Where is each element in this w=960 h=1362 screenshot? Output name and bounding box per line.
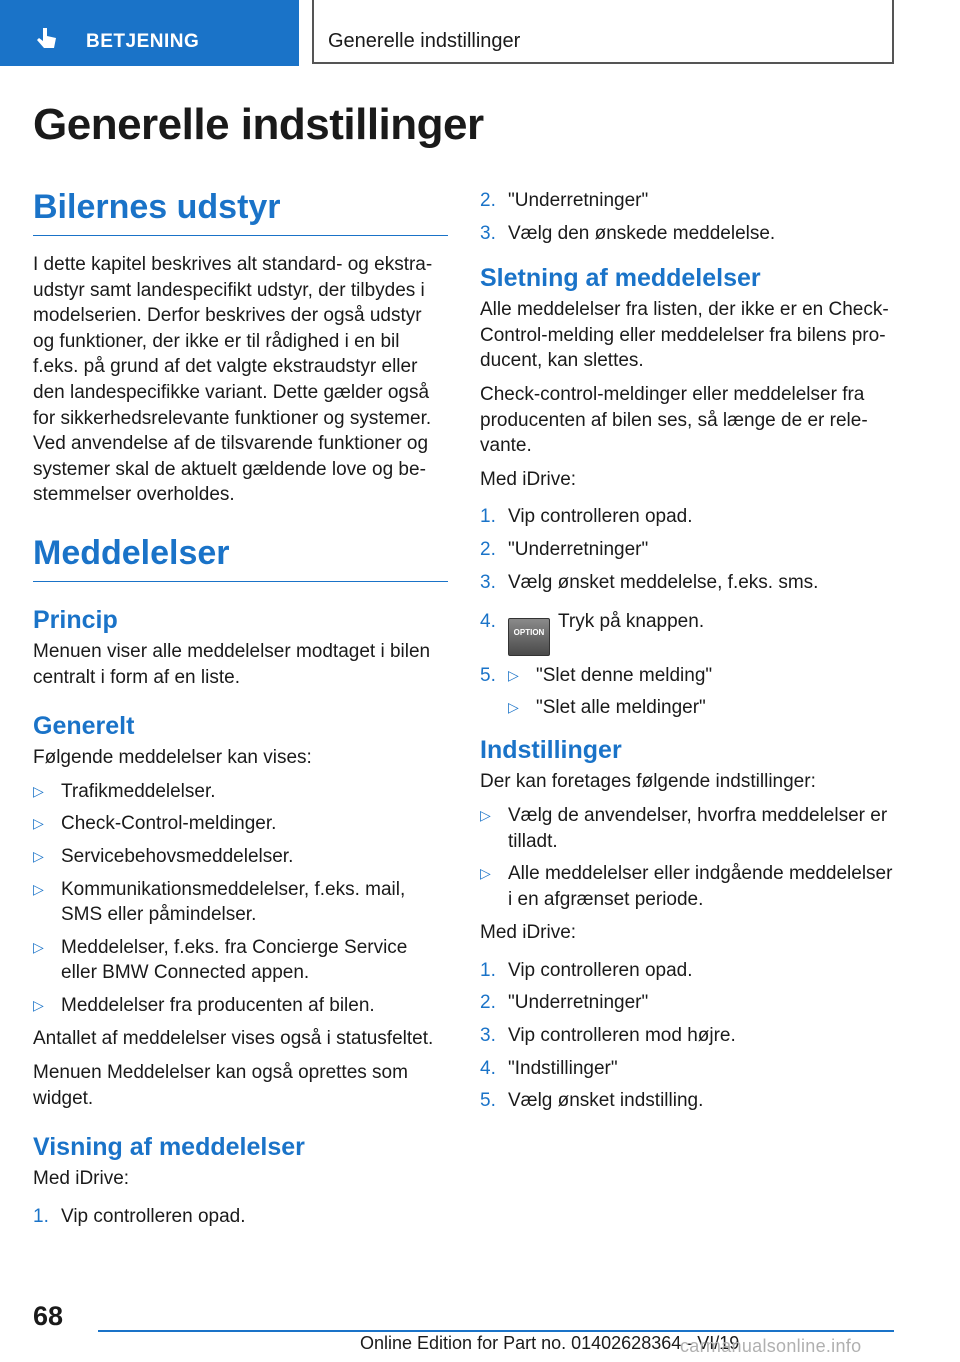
indstillinger-list [480, 803, 898, 912]
heading-sletning: Sletning af meddelelser [480, 264, 761, 293]
list-item: 3. Vælg den ønskede meddelelse. [480, 222, 776, 244]
triangle-bullet-icon: ▷ [33, 996, 44, 1013]
right-column [480, 188, 898, 1122]
list-item: 4. OPTIONTryk på knappen. [480, 609, 898, 656]
triangle-bullet-icon: ▷ [33, 938, 44, 955]
princip-paragraph: Menuen viser alle meddelelser modtaget i bilen centralt i form af en liste. [33, 640, 431, 688]
list-item: 3. Vælg ønsket meddelelse, f.eks. sms. [480, 571, 819, 593]
list-item: 1. Vip controlleren opad. [480, 959, 693, 981]
generelt-list [33, 779, 448, 1019]
chapter-label: Generelle indstillinger [328, 30, 521, 52]
section-label: BETJENING [86, 31, 200, 52]
triangle-bullet-icon: ▷ [480, 806, 491, 823]
indstillinger-intro: Der kan foretages følgende indstillinger: [480, 771, 816, 793]
triangle-bullet-icon: ▷ [508, 667, 519, 684]
footer-edition: Online Edition for Part no. 01402628364 - VI/19 [360, 1333, 740, 1353]
list-item: 2. "Underretninger" [480, 992, 649, 1014]
list-item: 1. Vip controlleren opad. [33, 1205, 246, 1227]
list-item: ▷ "Slet denne melding" [508, 663, 898, 689]
left-column [33, 188, 448, 1237]
hand-pointer-icon [34, 26, 60, 52]
widget-paragraph: Menuen Meddelelser kan også oprettes som widget. [33, 1062, 408, 1109]
antal-paragraph: Antallet af meddelelser vises også i statusfeltet. [33, 1028, 434, 1050]
list-item: 5. ▷ "Slet denne melding" ▷ "Slet alle meldinger" [480, 663, 898, 720]
page-header [0, 0, 960, 66]
list-item: 1. Vip controlleren opad. [480, 506, 693, 528]
list-item: ▷ Kommunikationsmeddelelser, f.eks. mail, SMS eller påmindelser. [33, 878, 406, 926]
list-item: ▷ Alle meddelelser eller indgående meddelelser i en afgrænset periode. [480, 863, 893, 910]
heading-indstillinger: Indstillinger [480, 736, 622, 765]
list-item: ▷ "Slet alle meldinger" [508, 695, 898, 721]
sletning-steps [480, 504, 898, 720]
heading-visning: Visning af meddelelser [33, 1133, 305, 1162]
section-tab [0, 0, 299, 66]
triangle-bullet-icon: ▷ [508, 698, 519, 715]
option-button-icon: OPTION [508, 618, 550, 656]
heading-bilernes-udstyr: Bilernes udstyr [33, 188, 448, 236]
list-item: 5. Vælg ønsket indstilling. [480, 1090, 704, 1112]
list-item: ▷ Trafikmeddelelser. [33, 779, 448, 805]
sletning-intro: Med iDrive: [480, 468, 577, 490]
visning-intro: Med iDrive: [33, 1168, 130, 1190]
list-item: ▷ Check-Control-meldinger. [33, 811, 448, 837]
triangle-bullet-icon: ▷ [33, 880, 44, 897]
list-item: 3. Vip controlleren mod højre. [480, 1025, 736, 1047]
triangle-bullet-icon: ▷ [33, 782, 44, 799]
list-item: 4. "Indstillinger" [480, 1057, 618, 1079]
indstillinger-steps [480, 958, 898, 1114]
heading-princip: Princip [33, 605, 118, 634]
list-item: ▷ Vælg de anvendelser, hvorfra meddelelser er tilladt. [480, 804, 888, 852]
indstillinger-idrive: Med iDrive: [480, 922, 577, 944]
list-item: 2. "Underretninger" [480, 190, 649, 211]
page-number: 68 [33, 1301, 64, 1331]
udstyr-paragraph: I dette kapitel beskrives alt standard- og ekstraudstyr samt landespecifikt udstyr, der tilbydes i modelserien. Derfor beskrives der også udstyr og funktioner, der ikke er til rådighed i en bil f.eks. på grund af det valgte ekstraudstyr eller den landespecifikke variant. Dette gælder også for sikkerhedsrelevante funktioner og systemer. Ved anvendelse af de tilsvarende funktioner og systemer skal de aktuelt gældende love og bestemmelser overholdes. [33, 254, 433, 506]
list-item: ▷ Meddelelser, f.eks. fra Concierge Service eller BMW Connected appen. [33, 936, 408, 984]
sletning-paragraph-2: Check-control-meldinger eller meddelelser fra producenten af bilen ses, så længe de er relevante. [480, 383, 868, 457]
list-item: ▷ Meddelelser fra producenten af bilen. [33, 993, 448, 1019]
triangle-bullet-icon: ▷ [33, 847, 44, 864]
visning-steps-continued [480, 188, 898, 246]
heading-generelt: Generelt [33, 712, 135, 741]
chapter-tab [312, 0, 894, 64]
footer-divider [98, 1330, 894, 1332]
generelt-intro: Følgende meddelelser kan vises: [33, 747, 312, 769]
heading-meddelelser: Meddelelser [33, 534, 448, 582]
page-title: Generelle indstillinger [33, 100, 484, 149]
sletning-paragraph-1: Alle meddelelser fra listen, der ikke er en Check-Control-melding eller meddelelser fra bilens producent, kan slettes. [480, 299, 889, 372]
watermark: carmanualsonline.info [680, 1336, 862, 1356]
triangle-bullet-icon: ▷ [480, 865, 491, 882]
list-item: ▷ Servicebehovsmeddelelser. [33, 844, 448, 870]
list-item: 2. "Underretninger" [480, 538, 649, 560]
triangle-bullet-icon: ▷ [33, 815, 44, 832]
visning-steps [33, 1204, 448, 1230]
